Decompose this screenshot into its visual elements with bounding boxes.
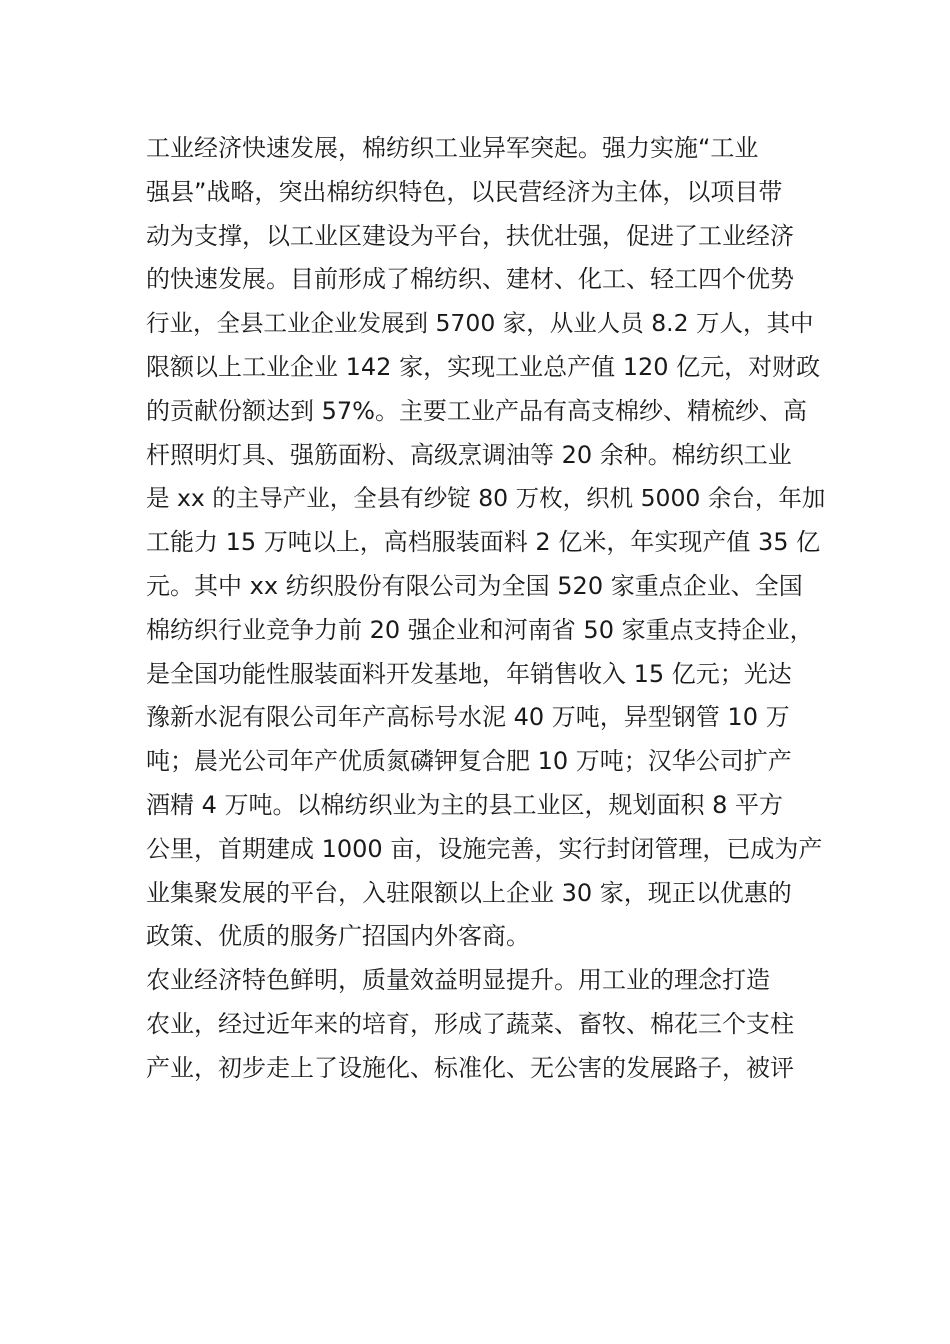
text-line: 豫新水泥有限公司年产高标号水泥 40 万吨，异型钢管 10 万 xyxy=(146,703,790,732)
text-line: 行业，全县工业企业发展到 5700 家，从业人员 8.2 万人，其中 xyxy=(146,309,814,338)
text-line: 农业经济特色鲜明，质量效益明显提升。用工业的理念打造 xyxy=(146,966,770,995)
text-line: 动为支撑，以工业区建设为平台，扶优壮强，促进了工业经济 xyxy=(146,221,794,250)
text-line: 的快速发展。目前形成了棉纺织、建材、化工、轻工四个优势 xyxy=(146,265,794,294)
text-line: 工能力 15 万吨以上，高档服装面料 2 亿米，年实现产值 35 亿 xyxy=(146,528,821,557)
text-line: 产业，初步走上了设施化、标准化、无公害的发展路子，被评 xyxy=(146,1053,794,1082)
text-line: 的贡献份额达到 57%。主要工业产品有高支棉纱、精梳纱、高 xyxy=(146,396,807,425)
text-line: 公里，首期建成 1000 亩，设施完善，实行封闭管理，已成为产 xyxy=(146,834,823,863)
text-line: 业集聚发展的平台，入驻限额以上企业 30 家，现正以优惠的 xyxy=(146,878,792,907)
text-line: 强县”战略，突出棉纺织特色，以民营经济为主体，以项目带 xyxy=(146,177,783,206)
text-line: 限额以上工业企业 142 家，实现工业总产值 120 亿元，对财政 xyxy=(146,352,821,381)
text-line: 是 xx 的主导产业，全县有纱锭 80 万枚，织机 5000 余台，年加 xyxy=(146,484,826,513)
text-line: 棉纺织行业竞争力前 20 强企业和河南省 50 家重点支持企业， xyxy=(146,615,814,644)
text-line: 农业，经过近年来的培育，形成了蔬菜、畜牧、棉花三个支柱 xyxy=(146,1009,794,1038)
text-line: 酒精 4 万吨。以棉纺织业为主的县工业区，规划面积 8 平方 xyxy=(146,790,784,819)
text-line: 是全国功能性服装面料开发基地，年销售收入 15 亿元；光达 xyxy=(146,659,792,688)
text-line: 吨；晨光公司年产优质氮磷钾复合肥 10 万吨；汉华公司扩产 xyxy=(146,747,792,776)
text-line: 工业经济快速发展，棉纺织工业异军突起。强力实施“工业 xyxy=(146,134,759,162)
text-line: 政策、优质的服务广招国内外客商。 xyxy=(146,922,530,951)
text-line: 杆照明灯具、强筋面粉、高级烹调油等 20 余种。棉纺织工业 xyxy=(146,440,792,469)
text-line: 元。其中 xx 纺织股份有限公司为全国 520 家重点企业、全国 xyxy=(146,571,803,600)
body-text xyxy=(146,127,826,1091)
